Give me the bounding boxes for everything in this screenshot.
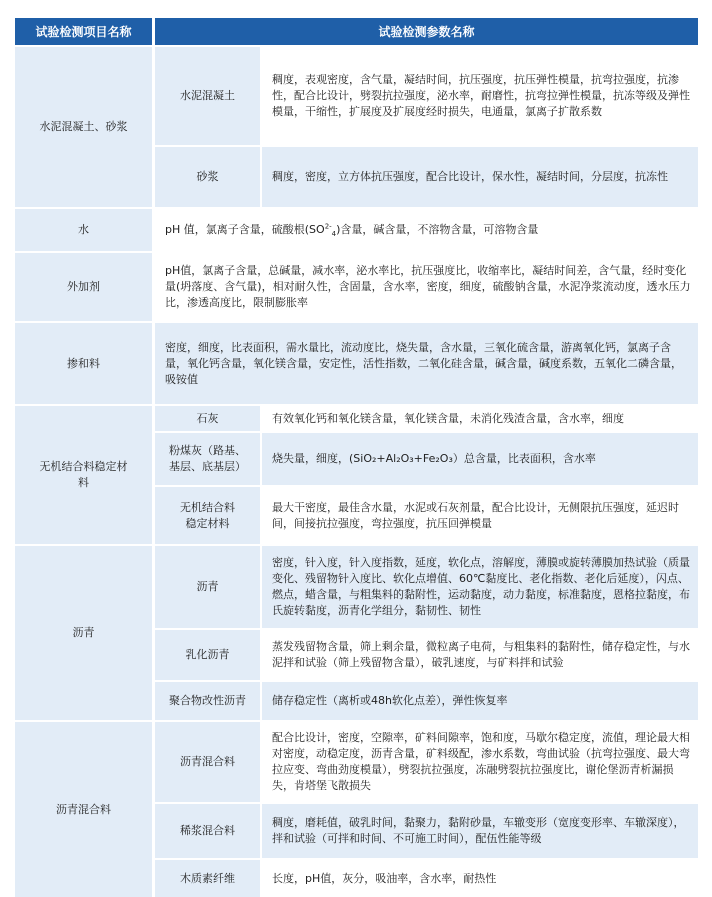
- params-blend: 密度，细度，比表面积，需水量比，流动度比，烧失量，含水量，三氧化硫含量，游离氧化钙，氯离子含量，氧化钙含量，氧化镁含量，安定性，活性指数，二氧化硅含量，碱含量，碱度系数，五氧化二磷含量，吸铵值: [155, 323, 698, 404]
- item-inorganic: 无机结合料稳定材料: [155, 487, 260, 544]
- params-mortar: 稠度，密度，立方体抗压强度，配合比设计，保水性，凝结时间，分层度，抗冻性: [262, 147, 698, 207]
- params-inorganic: 最大干密度，最佳含水量，水泥或石灰剂量，配合比设计，无侧限抗压强度，延迟时间，间接抗拉强度，弯拉强度，抗压回弹模量: [272, 500, 679, 530]
- category-water: 水: [15, 209, 152, 251]
- header-item-name: 试验检测项目名称: [15, 18, 152, 45]
- params-water: [155, 209, 698, 251]
- item-mortar: 砂浆: [155, 147, 260, 207]
- params-water-part2: )含量，碱含量，不溶物含量，可溶物含量: [336, 223, 539, 236]
- item-asphalt-mix: 沥青混合料: [155, 722, 260, 802]
- sulfate-subscript: 4: [331, 230, 337, 239]
- params-concrete: 稠度，表观密度，含气量，凝结时间，抗压强度，抗压弹性模量，抗弯拉强度，抗渗性，配合比设计，劈裂抗拉强度，泌水率，耐磨性，抗弯拉弹性模量，抗冻等级及弹性模量，干缩性，扩展度及扩展度经时损失，电通量，氯离子扩散系数: [272, 73, 690, 118]
- params-fiber: 长度，pH值，灰分，吸油率，含水率，耐热性: [272, 871, 497, 885]
- params-water-part1: pH 值，氯离子含量，硫酸根(SO: [165, 223, 325, 236]
- item-concrete: 水泥混凝土: [155, 47, 260, 145]
- params-asphalt: 密度，针入度，针入度指数，延度，软化点，溶解度，薄膜或旋转薄膜加热试验（质量变化、残留物针入度比、软化点增值、60℃黏度比、老化指数、老化后延度），闪点、燃点，蜡含量，与粗集料的黏附性，运动黏度，动力黏度，标准黏度，恩格拉黏度，布氏旋转黏度，沥青化学组分，黏韧性、韧性: [262, 546, 698, 628]
- category-cement: 水泥混凝土、砂浆: [15, 47, 152, 207]
- params-asphalt-mix: 配合比设计，密度，空隙率，矿料间隙率，饱和度，马歇尔稳定度，流值，理论最大相对密度，动稳定度，沥青含量，矿料级配，渗水系数，弯曲试验（抗弯拉强度、最大弯拉应变、弯曲劲度模量），劈裂抗拉强度，冻融劈裂抗拉强度比，谢伦堡沥青析漏损失，肯塔堡飞散损失: [272, 731, 690, 792]
- item-fiber: 木质素纤维: [155, 860, 260, 897]
- category-asphalt-mix: 沥青混合料: [15, 722, 152, 897]
- category-admixture: 外加剂: [15, 253, 152, 321]
- item-polymer: 聚合物改性沥青: [155, 682, 260, 720]
- params-emulsion: 蒸发残留物含量，筛上剩余量，微粒离子电荷，与粗集料的黏附性，储存稳定性，与水泥拌和试验（筛上残留物含量），破乳速度，与矿料拌和试验: [272, 640, 690, 669]
- sulfate-charge: 2-: [324, 222, 332, 231]
- params-slurry: 稠度，磨耗值，破乳时间，黏聚力，黏附砂量，车辙变形（宽度变形率、车辙深度），拌和试验（可拌和时间、不可施工时间），配伍性能等级: [262, 804, 698, 858]
- category-inorganic: 无机结合料稳定材料: [15, 406, 152, 544]
- params-admixture: pH值，氯离子含量，总碱量，减水率，泌水率比，抗压强度比，收缩率比，凝结时间差，含气量，经时变化量(坍落度、含气量)，相对耐久性，含固量，含水率，密度，细度，硫酸钠含量，水泥净浆流动度，透水压力比，渗透高度比，限制膨胀率: [165, 264, 691, 309]
- item-flyash: 粉煤灰（路基、基层、底基层）: [155, 433, 260, 485]
- header-param-name: 试验检测参数名称: [155, 18, 698, 45]
- category-asphalt: 沥青: [15, 546, 152, 720]
- params-lime: 有效氧化钙和氧化镁含量，氧化镁含量，未消化残渣含量，含水率，细度: [272, 411, 624, 425]
- item-lime: 石灰: [155, 406, 260, 431]
- item-slurry: 稀浆混合料: [155, 804, 260, 858]
- category-blend: 掺和料: [15, 323, 152, 404]
- item-emulsion: 乳化沥青: [155, 630, 260, 680]
- params-polymer: 储存稳定性（离析或48h软化点差），弹性恢复率: [262, 682, 698, 720]
- item-asphalt: 沥青: [155, 546, 260, 628]
- params-flyash: 烧失量，细度，(SiO₂+Al₂O₃+Fe₂O₃）总含量，比表面积，含水率: [262, 433, 698, 485]
